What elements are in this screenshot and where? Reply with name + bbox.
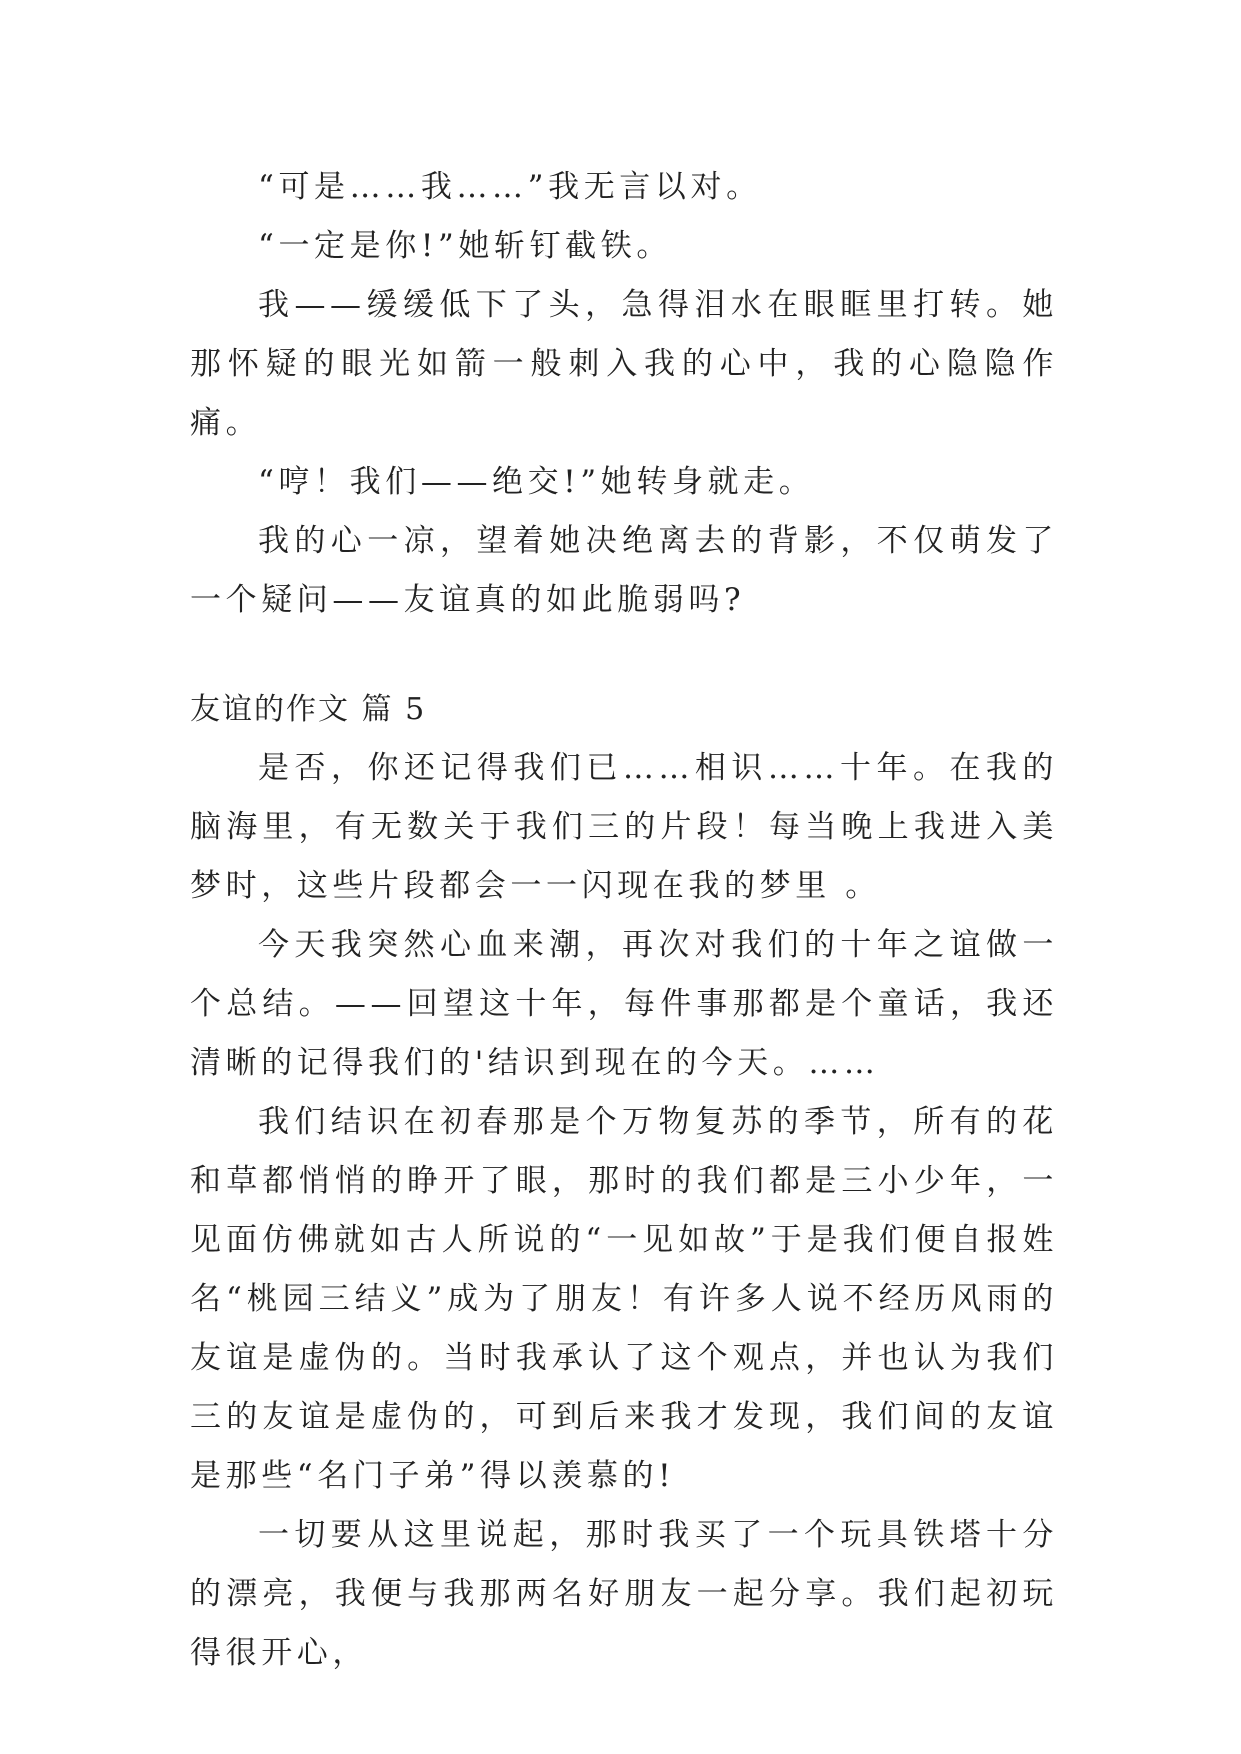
section-heading: 友谊的作文 篇 5 <box>190 692 427 727</box>
paragraph: 是否，你还记得我们已……相识……十年。在我的脑海里，有无数关于我们三的片段！每当晚上我进入美梦时，这些片段都会一一闪现在我的梦里 。 <box>190 750 1058 904</box>
paragraph: “哼！我们——绝交!”她转身就走。 <box>258 464 815 500</box>
paragraph: 我的心一凉，望着她决绝离去的背影，不仅萌发了一个疑问——友谊真的如此脆弱吗? <box>190 523 1058 618</box>
paragraph: 我们结识在初春那是个万物复苏的季节，所有的花和草都悄悄的睁开了眼，那时的我们都是三小少年，一见面仿佛就如古人所说的“一见如故”于是我们便自报姓名“桃园三结义”成为了朋友！有许多人说不经历风雨的友谊是虚伪的。当时我承认了这个观点，并也认为我们三的友谊是虚伪的，可到后来我才发现，我们间的友谊是那些“名门子弟”得以羡慕的! <box>190 1104 1058 1494</box>
paragraph: 今天我突然心血来潮，再次对我们的十年之谊做一个总结。——回望这十年，每件事那都是个童话，我还清晰的记得我们的'结识到现在的今天。…… <box>190 927 1058 1081</box>
paragraph: 一切要从这里说起，那时我买了一个玩具铁塔十分的漂亮，我便与我那两名好朋友一起分享。我们起初玩得很开心， <box>190 1517 1058 1671</box>
document-page <box>190 158 1058 1683</box>
paragraph: “一定是你!”她斩钉截铁。 <box>258 228 672 264</box>
paragraph: “可是……我……”我无言以对。 <box>258 169 762 205</box>
paragraph: 我——缓缓低下了头，急得泪水在眼眶里打转。她那怀疑的眼光如箭一般刺入我的心中，我的心隐隐作痛。 <box>190 287 1058 441</box>
